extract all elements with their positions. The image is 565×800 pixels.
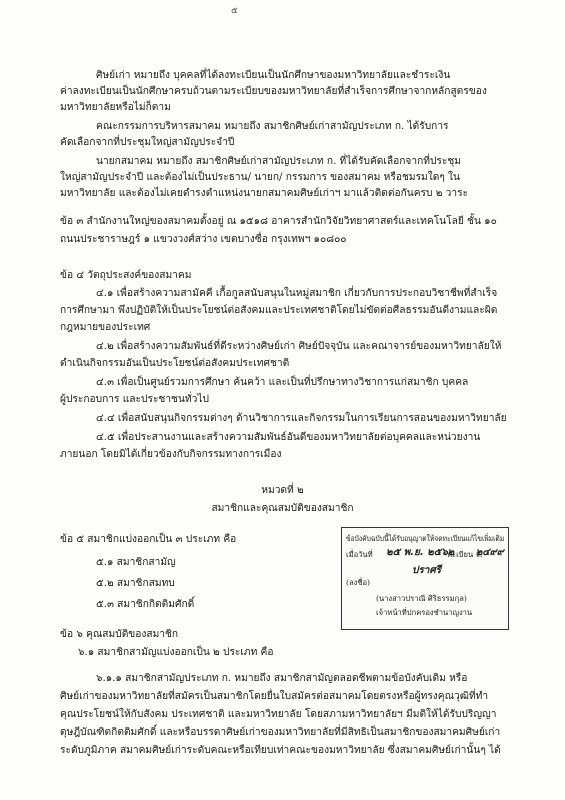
text-line: ๕.๑ สมาชิกสามัญ	[96, 557, 176, 568]
text-line: ๕.๓ สมาชิกกิตติมศักดิ์	[96, 599, 195, 610]
text-line: ใหญ่สามัญประจำปี และต้องไม่เป็นประธาน/ นายก/ กรรมการ ของสมาคม หรือชมรมใดๆ ใน	[60, 172, 460, 183]
text-line: ๖.๑.๑ สมาชิกสามัญประเภท ก. หมายถึง สมาชิกสามัญตลอดชีพตามข้อบังคับเดิม หรือ	[96, 673, 468, 684]
text-line: มหาวิทยาลัยหรือไม่ก็ตาม	[60, 102, 171, 113]
text-line: ศิษย์เก่าของมหาวิทยาลัยที่สมัครเป็นสมาชิกโดยยื่นใบสมัครต่อสมาคมโดยตรงหรือผู้ทรงคุณวุฒิที่ทำ	[60, 691, 489, 702]
section-heading: หมวดที่ ๒	[261, 485, 304, 496]
text-line: กฎหมายของประเทศ	[60, 322, 151, 333]
text-line: ๔.๕ เพื่อประสานงานและสร้างความสัมพันธ์อันดีของมหาวิทยาลัยต่อบุคคลและหน่วยงาน	[96, 432, 481, 443]
stamp-reg-label: ทะเบียน จ.	[447, 550, 483, 559]
text-line: ระดับภูมิภาค สมาคมศิษย์เก่าระดับคณะหรือเทียบเท่าคณะของมหาวิทยาลัย ซึ่งสมาคมศิษย์เก่านั้นๆ ได้	[60, 745, 501, 756]
text-line: ข้อ ๔ วัตถุประสงค์ของสมาคม	[60, 270, 192, 281]
text-line: ถนนประชาราษฎร์ ๑ แขวงวงศ์สว่าง เขตบางซื่อ กรุงเทพฯ ๑๐๘๐๐	[60, 234, 347, 245]
text-line: ๕.๒ สมาชิกสมทบ	[96, 578, 175, 589]
stamp-reg-value: ๒๔๙๙	[476, 547, 504, 558]
text-line: ๔.๔ เพื่อสนับสนุนกิจกรรมต่างๆ ด้านวิชาการและกิจกรรมในการเรียนการสอนของมหาวิทยาลัย	[96, 413, 507, 424]
text-line: ๔.๑ เพื่อสร้างความสามัคคี เกื้อกูลสนับสนุนในหมู่สมาชิก เกี่ยวกับการประกอบวิชาชีพที่สำเร็จ	[96, 288, 498, 299]
text-line: ข้อ ๓ สำนักงานใหญ่ของสมาคมตั้งอยู่ ณ ๑๕๑๘ อาคารสำนักวิจัยวิทยาศาสตร์และเทคโนโลยี ชั้น ๑๐	[60, 216, 497, 227]
text-line: ค่าลงทะเบียนเป็นนักศึกษาครบถ้วนตามระเบียบของมหาวิทยาลัยที่สำเร็จการศึกษาจากหลักสูตรของ	[60, 86, 487, 97]
text-line: การศึกษามา พึงปฏิบัติให้เป็นประโยชน์ต่อสังคมและประเทศชาติโดยไม่ขัดต่อศีลธรรมอันดีงามและผิด	[60, 305, 498, 316]
registration-stamp	[341, 527, 509, 630]
text-line: ดำเนินกิจกรรมอันเป็นประโยชน์ต่อสังคมประเทศชาติ	[60, 358, 290, 369]
text-line: ข้อ ๖ คุณสมบัติของสมาชิก	[60, 629, 179, 640]
stamp-date-value: ๒๕ พ.ย. ๒๕๖๒	[386, 547, 455, 558]
text-line: ๖.๑ สมาชิกสามัญแบ่งออกเป็น ๒ ประเภท คือ	[78, 647, 274, 658]
text-line: ภายนอก โดยมิได้เกี่ยวข้องกับกิจกรรมทางการเมือง	[60, 449, 282, 460]
text-line: ข้อ ๕ สมาชิกแบ่งออกเป็น ๓ ประเภท คือ	[60, 534, 237, 545]
stamp-signature: ปราศรี	[412, 565, 442, 576]
text-line: ผู้ประกอบการ และประชาชนทั่วไป	[60, 394, 209, 405]
text-line: ๔.๓ เพื่อเป็นศูนย์รวมการศึกษา ค้นคว้า และเป็นที่ปรึกษาทางวิชาการแก่สมาชิก บุคคล	[96, 377, 469, 388]
text-line: คัดเลือกจากที่ประชุมใหญ่สามัญประจำปี	[60, 137, 235, 148]
text-line: มหาวิทยาลัย และต้องไม่เคยดำรงตำแหน่งนายกสมาคมศิษย์เก่าฯ มาแล้วติดต่อกันครบ ๒ วาระ	[60, 188, 469, 199]
stamp-line-1: ข้อบังคับฉบับนี้ได้รับอนุญาตให้จดทะเบียนแก้ไขเพิ่มเติม	[346, 534, 505, 543]
text-line: ๔.๒ เพื่อสร้างความสัมพันธ์ที่ดีระหว่างศิษย์เก่า ศิษย์ปัจจุบัน และคณาจารย์ของมหาวิทยาลัยให้	[96, 341, 502, 352]
page-number-mark: ๕	[231, 6, 238, 16]
section-subheading: สมาชิกและคุณสมบัติของสมาชิก	[211, 503, 354, 514]
stamp-date-label: เมื่อวันที่	[346, 550, 373, 559]
text-line: คุณประโยชน์ให้กับสังคม ประเทศชาติ และมหาวิทยาลัย โดยสภามหาวิทยาลัยฯ มีมติให้ได้รับปริญญา	[60, 709, 497, 720]
text-line: ศิษย์เก่า หมายถึง บุคคลที่ได้ลงทะเบียนเป็นนักศึกษาของมหาวิทยาลัยและชำระเงิน	[96, 70, 451, 81]
stamp-official-name: (นางสาวปราณี ศิริธรรมกุล)	[376, 594, 467, 603]
text-line: นายกสมาคม หมายถึง สมาชิกศิษย์เก่าสามัญประเภท ก. ที่ได้รับคัดเลือกจากที่ประชุม	[96, 156, 461, 167]
text-line: คณะกรรมการบริหารสมาคม หมายถึง สมาชิกศิษย์เก่าสามัญประเภท ก. ได้รับการ	[96, 121, 449, 132]
stamp-official-position: เจ้าหน้าที่ปกครองชำนาญงาน	[376, 608, 473, 617]
text-line: ดุษฎีบัณฑิตกิตติมศักดิ์ และหรือบรรดาศิษย์เก่าของมหาวิทยาลัยที่มีสิทธิเป็นสมาชิกของสมาคมศิษย์เก่า	[60, 727, 501, 738]
stamp-sign-label: (ลงชื่อ)	[346, 578, 371, 587]
